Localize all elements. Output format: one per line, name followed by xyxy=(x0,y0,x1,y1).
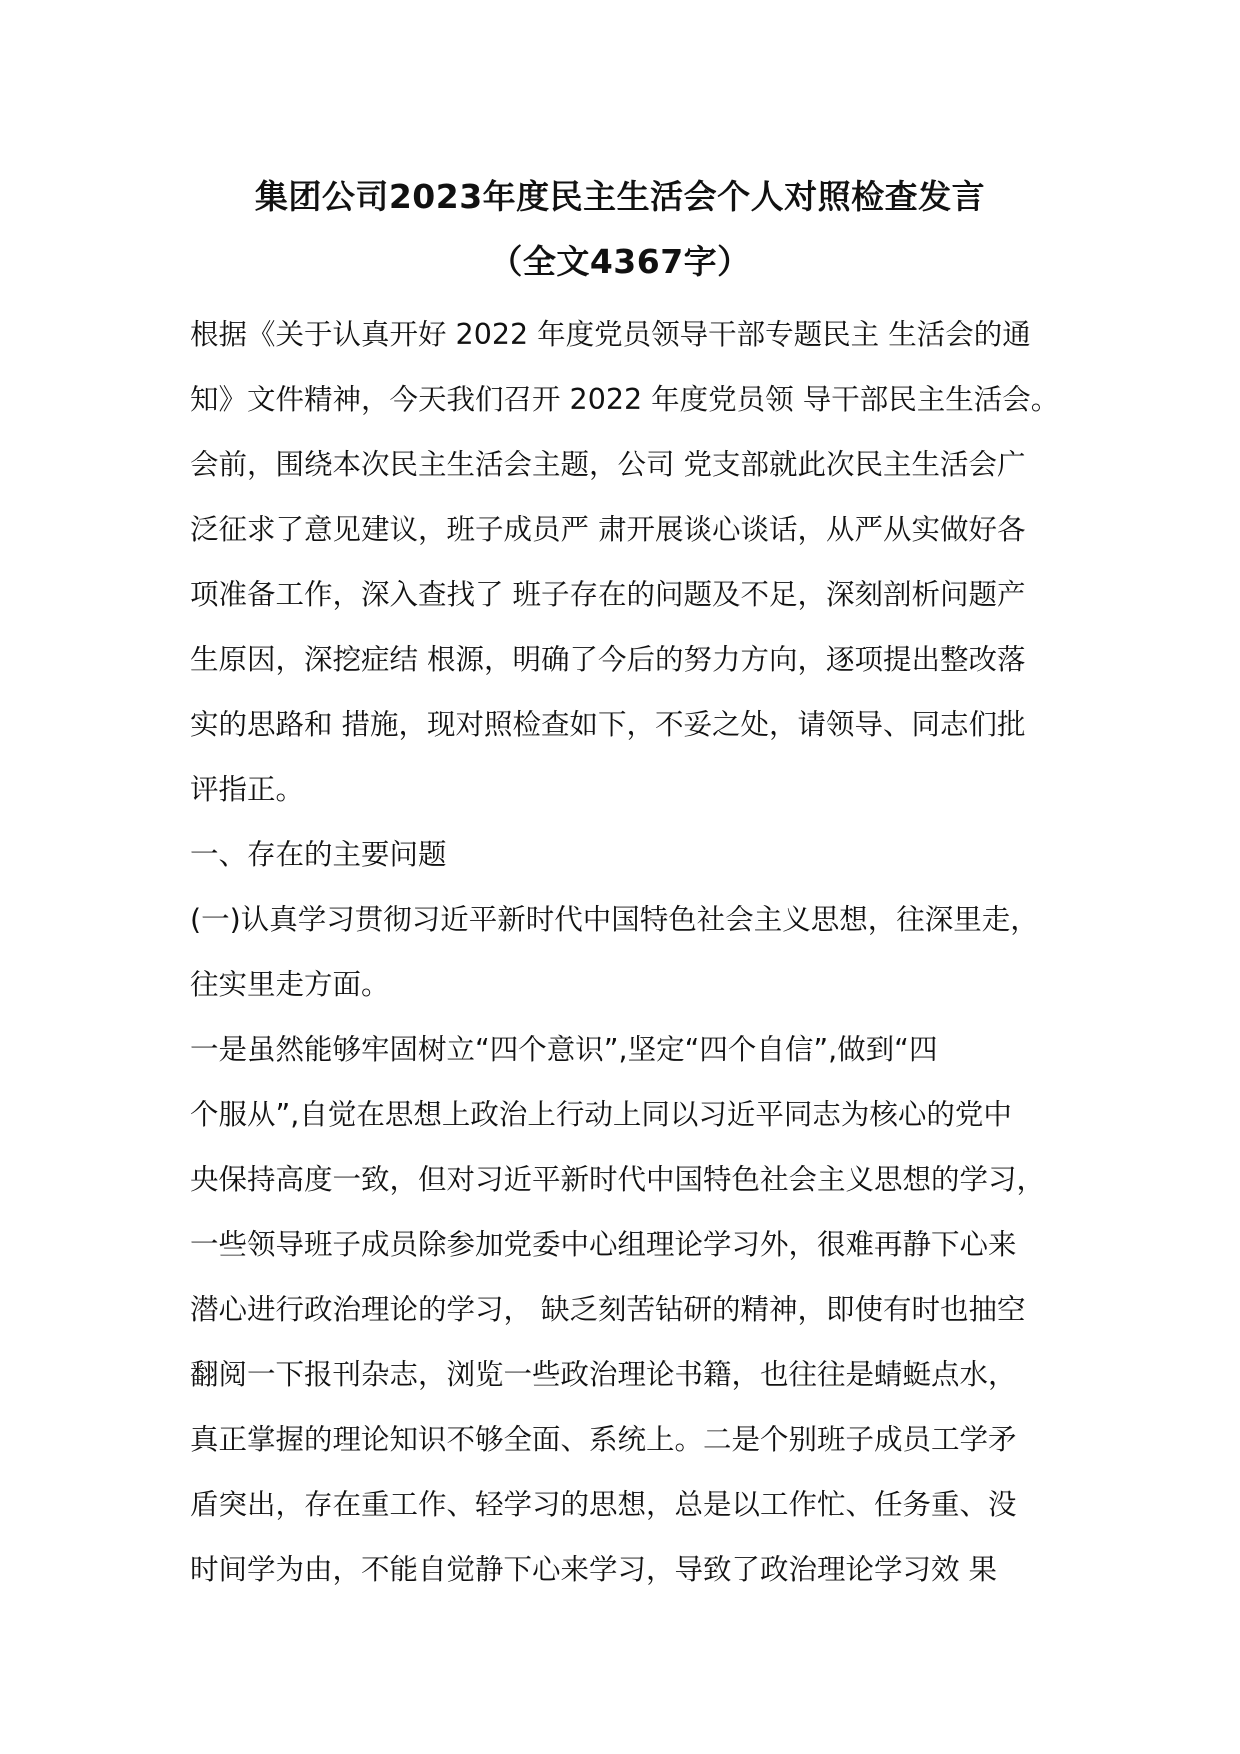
body-line: 根据《关于认真开好 2022 年度党员领导干部专题民主 生活会的通 xyxy=(190,318,1031,351)
body-line: 实的思路和 措施，现对照检查如下，不妥之处，请领导、同志们批 xyxy=(190,708,1026,741)
body-line: 项准备工作，深入查找了 班子存在的问题及不足，深刻剖析问题产 xyxy=(190,578,1026,611)
document-body xyxy=(190,302,1090,1602)
document-title: 集团公司2023年度民主生活会个人对照检查发言 xyxy=(254,177,986,216)
body-line: 央保持高度一致，但对习近平新时代中国特色社会主义思想的学习， xyxy=(190,1163,1046,1196)
body-line: 评指正。 xyxy=(190,773,305,806)
document-subtitle: （全文4367字） xyxy=(489,242,751,281)
body-line: 盾突出，存在重工作、轻学习的思想，总是以工作忙、任务重、没 xyxy=(190,1488,1017,1521)
subsection-heading: (一)认真学习贯彻习近平新时代中国特色社会主义思想，往深里走， xyxy=(190,903,1039,936)
body-line: 个服从”,自觉在思想上政治上行动上同以习近平同志为核心的党中 xyxy=(190,1098,1012,1131)
body-line: 时间学为由，不能自觉静下心来学习，导致了政治理论学习效 果 xyxy=(190,1553,998,1586)
section-heading: 一、存在的主要问题 xyxy=(190,838,447,871)
body-line: 一是虽然能够牢固树立“四个意识”,坚定“四个自信”,做到“四 xyxy=(190,1033,938,1066)
body-line: 泛征求了意见建议，班子成员严 肃开展谈心谈话，从严从实做好各 xyxy=(190,513,1026,546)
body-line: 翻阅一下报刊杂志，浏览一些政治理论书籍，也往往是蜻蜓点水， xyxy=(190,1358,1017,1391)
body-line: 真正掌握的理论知识不够全面、系统上。二是个别班子成员工学矛 xyxy=(190,1423,1017,1456)
subsection-heading: 往实里走方面。 xyxy=(190,968,390,1001)
body-line: 一些领导班子成员除参加党委中心组理论学习外，很难再静下心来 xyxy=(190,1228,1017,1261)
body-line: 生原因，深挖症结 根源，明确了今后的努力方向，逐项提出整改落 xyxy=(190,643,1026,676)
body-line: 潜心进行政治理论的学习， 缺乏刻苦钻研的精神，即使有时也抽空 xyxy=(190,1293,1026,1326)
body-line: 会前，围绕本次民主生活会主题，公司 党支部就此次民主生活会广 xyxy=(190,448,1026,481)
body-line: 知》文件精神，今天我们召开 2022 年度党员领 导干部民主生活会。 xyxy=(190,383,1060,416)
